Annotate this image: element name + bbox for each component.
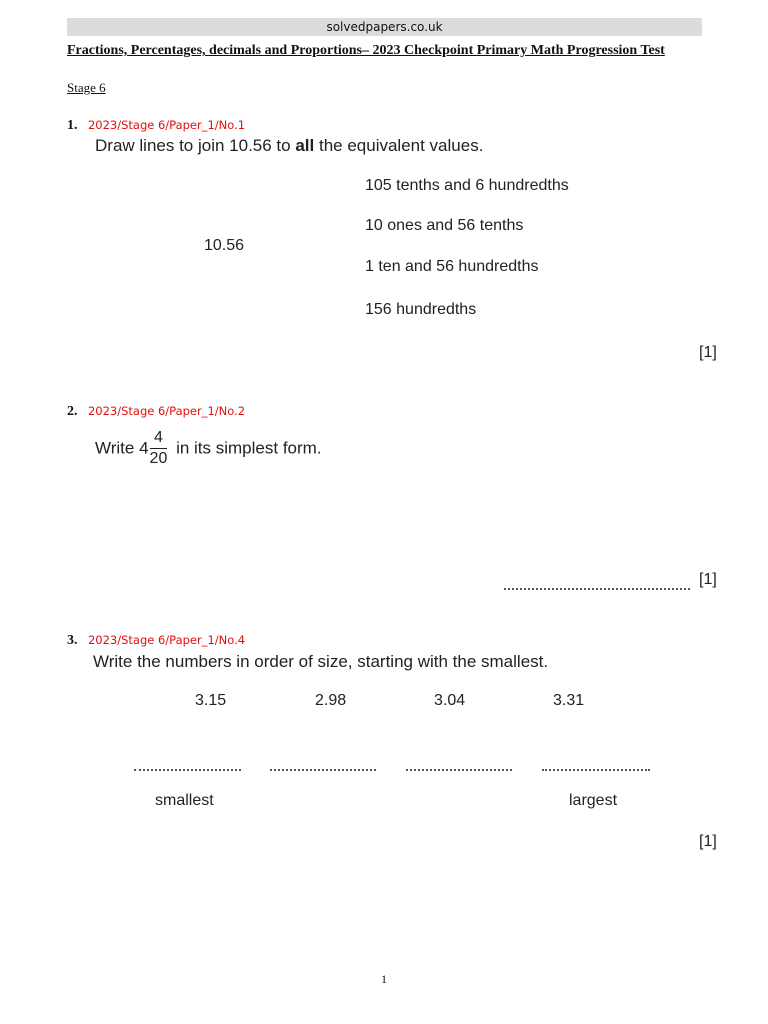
mixed-fraction [150, 429, 168, 468]
document-title: Fractions, Percentages, decimals and Proportions– 2023 Checkpoint Primary Math Progression Test [67, 43, 665, 58]
q3-number: 2.98 [315, 692, 347, 709]
prompt-text: Write 4 [95, 438, 149, 458]
prompt-text: in its simplest form. [171, 438, 322, 458]
prompt-text: Draw lines to join 10.56 to [95, 136, 296, 155]
q3-number: 3.31 [553, 692, 585, 709]
q3-number: 3.04 [434, 692, 466, 709]
q3-number: 3.15 [195, 692, 227, 709]
fraction-denominator: 20 [149, 450, 168, 467]
q1-option: 1 ten and 56 hundredths [365, 258, 539, 275]
q1-option: 156 hundredths [365, 301, 477, 318]
fraction-numerator: 4 [150, 429, 168, 449]
q1-option: 105 tenths and 6 hundredths [365, 177, 569, 194]
page-number: 1 [381, 972, 387, 986]
stage-label: Stage 6 [67, 80, 106, 95]
question-number: 3. [67, 633, 78, 648]
q3-answer-line[interactable] [270, 769, 376, 771]
q1-option: 10 ones and 56 tenths [365, 217, 524, 234]
largest-label: largest [569, 792, 618, 809]
question-2-header [67, 402, 245, 420]
smallest-label: smallest [155, 792, 214, 809]
q3-answer-line[interactable] [406, 769, 512, 771]
q3-answer-line[interactable] [134, 769, 241, 771]
q2-marks: [1] [699, 571, 717, 588]
question-2-prompt [95, 429, 322, 468]
question-3-header [67, 631, 245, 649]
q3-marks: [1] [699, 833, 717, 850]
question-reference: 2023/Stage 6/Paper_1/No.2 [87, 404, 246, 418]
q3-answer-line[interactable] [542, 769, 650, 771]
question-number: 2. [67, 404, 78, 419]
prompt-text: the equivalent values. [314, 136, 484, 155]
question-reference: 2023/Stage 6/Paper_1/No.1 [87, 118, 246, 132]
site-header-bar: solvedpapers.co.uk [67, 18, 702, 36]
question-3-prompt: Write the numbers in order of size, starting with the smallest. [93, 652, 549, 671]
prompt-emphasis: all [295, 136, 315, 155]
question-1-header [67, 116, 245, 134]
question-number: 1. [67, 118, 78, 133]
q2-answer-line[interactable] [504, 588, 690, 590]
q1-value: 10.56 [204, 237, 245, 254]
question-reference: 2023/Stage 6/Paper_1/No.4 [87, 633, 246, 647]
question-1-prompt [95, 136, 483, 156]
q1-marks: [1] [699, 344, 717, 361]
